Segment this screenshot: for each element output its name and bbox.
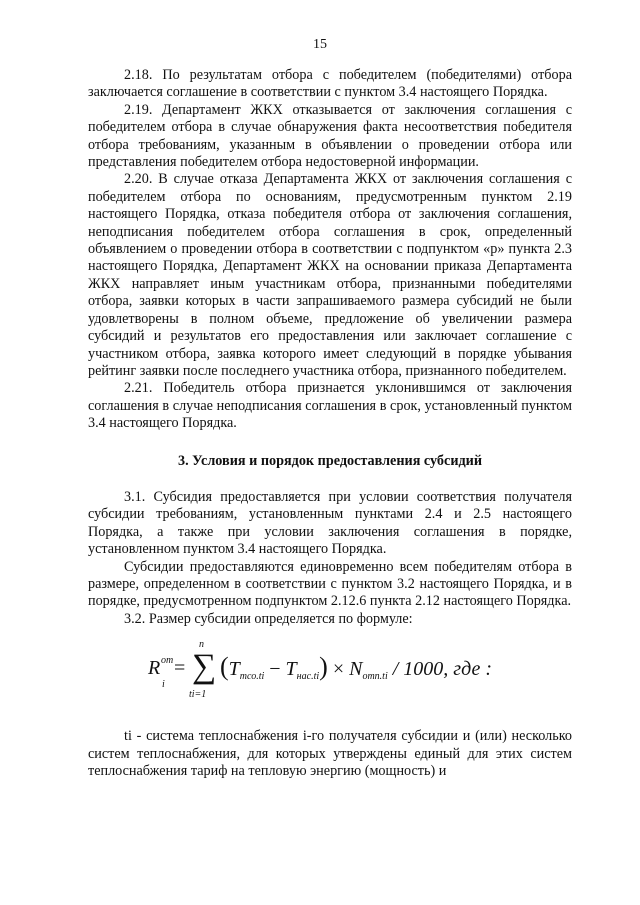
page-number: 15: [313, 37, 327, 52]
paragraph-2-19: 2.19. Департамент ЖКХ отказывается от заключения соглашения с победителем отбора в случае обнаружения факта несоответствия победителя отбора требованиям, указанным в объявлении о проведении отбора или представления победителем отбора недостоверной информации.: [88, 101, 572, 171]
formula-t2-subscript: нас.ti: [296, 671, 320, 683]
formula-lhs-superscript: от: [161, 655, 174, 667]
paragraph-2-21: 2.21. Победитель отбора признается уклонившимся от заключения соглашения в случае неподписания соглашения в срок, установленный пунктом 3.4 настоящего Порядка.: [88, 380, 572, 432]
formula-tail: / 1000, где :: [392, 658, 492, 681]
paragraph-2-18: 2.18. По результатам отбора с победителем (победителями) отбора заключается соглашение в соответствии с пунктом 3.4 настоящего Порядка.: [88, 67, 572, 101]
formula-n-subscript: отп.ti: [362, 671, 388, 683]
formula-minus: −: [269, 658, 281, 681]
paragraph-3-2: 3.2. Размер субсидии определяется по формуле:: [124, 610, 413, 627]
formula-n: N: [349, 658, 363, 681]
formula-t1: T: [228, 658, 240, 681]
formula-t1-subscript: тсо.ti: [239, 671, 265, 683]
section-heading: 3. Условия и порядок предоставления субсидий: [177, 452, 483, 469]
subsidy-formula: [88, 639, 572, 706]
paragraph-3-1: 3.1. Субсидия предоставляется при условии соответствия получателя субсидии требованиям, установленным пунктами 2.4 и 2.5 настоящего Порядка, а также при условии заключения соглашения в порядке, установленном пунктом 3.4 настоящего Порядка.: [88, 488, 572, 558]
formula-sum-lower: ti=1: [189, 689, 207, 701]
formula-sum-symbol: ∑: [192, 648, 217, 686]
paragraph-subsidies: Субсидии предоставляются единовременно всем победителям отбора в размере, определенном в соответствии с пунктом 3.2 настоящего Порядка, и в порядке, предусмотренном подпунктом 2.12.6 пункта 2.12 настоящего Порядка.: [88, 558, 572, 610]
paragraph-2-20: 2.20. В случае отказа Департамента ЖКХ от заключения соглашения с победителем отбора по основаниям, предусмотренным пунктом 2.19 настоящего Порядка, отказа победителя отбора от заключения соглашения, неподписания победителем отбора соглашения в срок, определенный объявлением о проведении отбора в соответствии с подпунктом «р» пункта 2.3 настоящего Порядка, Департамент ЖКХ на основании приказа Департамента ЖКХ направляет иным участникам отбора, признанными победителями отбора, заявки которых в части запрашиваемого размера субсидий не были удовлетворены в полном объеме, предложение об увеличении размера субсидий и результатов его предоставления или заключает соглашение с участником отбора, заявка которого имеет следующий в порядке убывания рейтинг заявки после последнего участника отбора, признанного победителем.: [88, 171, 572, 379]
formula-lhs-subscript: i: [162, 679, 165, 691]
formula-equals: =: [174, 657, 186, 680]
formula-open-paren: (: [220, 652, 229, 682]
formula-times: ×: [332, 658, 345, 681]
formula-sum-upper: n: [199, 639, 204, 651]
formula-close-paren: ): [319, 652, 328, 682]
document-body: [88, 67, 572, 780]
formula-t2: T: [285, 658, 297, 681]
formula-body: [220, 652, 492, 685]
paragraph-ti-definition: ti - система теплоснабжения i-го получателя субсидии и (или) несколько систем теплоснабжения, для которых утверждены единый для этих систем теплоснабжения тариф на тепловую энергию (мощность) и: [88, 728, 572, 779]
formula-lhs: R: [148, 657, 161, 680]
